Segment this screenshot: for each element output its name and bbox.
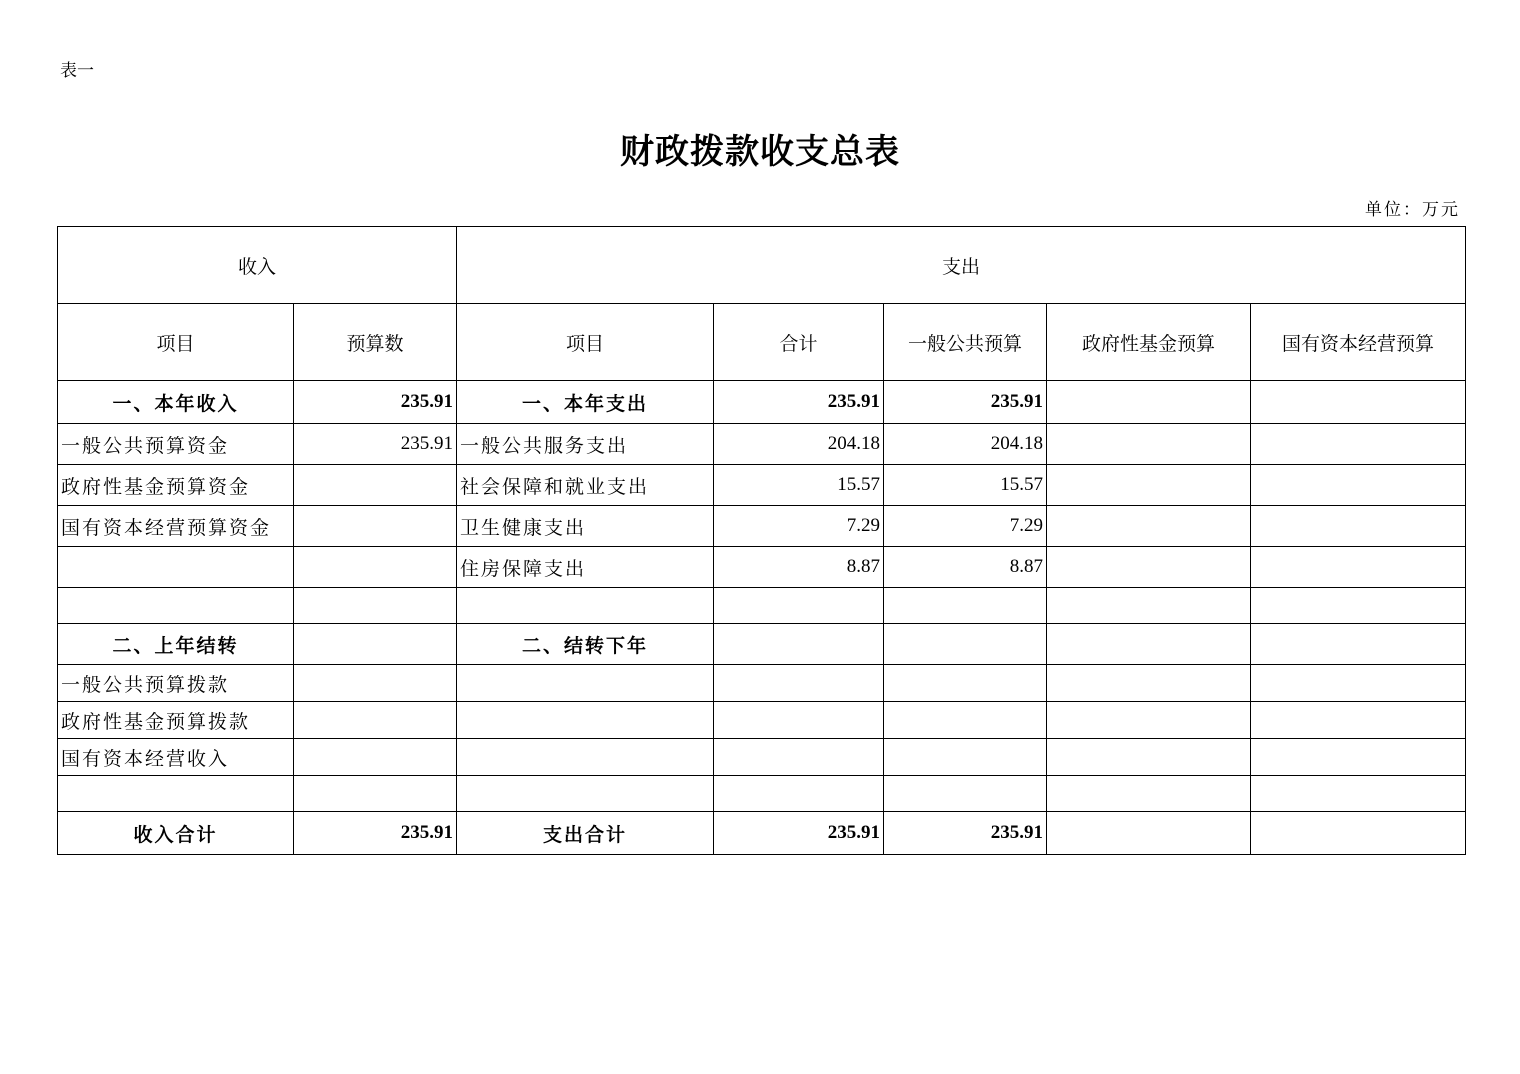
expense-total: 235.91	[714, 381, 884, 424]
expense-general	[884, 624, 1047, 665]
expense-total: 15.57	[714, 465, 884, 506]
income-item: 政府性基金预算资金	[58, 465, 294, 506]
expense-general	[884, 776, 1047, 812]
table-number: 表一	[60, 61, 94, 81]
expense-total	[714, 776, 884, 812]
expense-total: 8.87	[714, 547, 884, 588]
expense-total	[714, 739, 884, 776]
header-state-capital: 国有资本经营预算	[1251, 304, 1466, 381]
expense-total	[714, 665, 884, 702]
income-total-label: 收入合计	[58, 812, 294, 855]
table-row	[58, 739, 1466, 776]
income-value	[294, 588, 457, 624]
expense-capital	[1251, 424, 1466, 465]
expense-capital	[1251, 506, 1466, 547]
header-income-budget: 预算数	[294, 304, 457, 381]
expense-fund	[1047, 506, 1251, 547]
expense-fund	[1047, 739, 1251, 776]
expense-fund	[1047, 776, 1251, 812]
expense-capital	[1251, 776, 1466, 812]
expense-general: 8.87	[884, 547, 1047, 588]
income-value	[294, 776, 457, 812]
expense-general: 235.91	[884, 381, 1047, 424]
income-value	[294, 624, 457, 665]
expense-capital	[1251, 465, 1466, 506]
expense-item: 卫生健康支出	[457, 506, 714, 547]
header-row-columns	[58, 304, 1466, 381]
income-item: 国有资本经营收入	[58, 739, 294, 776]
expense-capital	[1251, 588, 1466, 624]
expense-general: 235.91	[884, 812, 1047, 855]
table-row	[58, 424, 1466, 465]
income-value: 235.91	[294, 424, 457, 465]
expense-fund	[1047, 702, 1251, 739]
expense-fund	[1047, 665, 1251, 702]
table-row	[58, 776, 1466, 812]
expense-fund	[1047, 547, 1251, 588]
expense-capital	[1251, 702, 1466, 739]
expense-capital	[1251, 624, 1466, 665]
unit-label: 单位：万元	[1365, 200, 1460, 220]
expense-general: 204.18	[884, 424, 1047, 465]
expense-fund	[1047, 812, 1251, 855]
income-total-value: 235.91	[294, 812, 457, 855]
expense-total-label: 支出合计	[457, 812, 714, 855]
table-row	[58, 702, 1466, 739]
expense-fund	[1047, 624, 1251, 665]
income-value	[294, 702, 457, 739]
expense-item: 住房保障支出	[457, 547, 714, 588]
expense-item	[457, 776, 714, 812]
expense-fund	[1047, 465, 1251, 506]
expense-capital	[1251, 812, 1466, 855]
expense-item: 一般公共服务支出	[457, 424, 714, 465]
income-value: 235.91	[294, 381, 457, 424]
expense-general	[884, 739, 1047, 776]
income-item: 政府性基金预算拨款	[58, 702, 294, 739]
income-item: 一般公共预算资金	[58, 424, 294, 465]
expense-general	[884, 665, 1047, 702]
expense-fund	[1047, 381, 1251, 424]
income-item	[58, 776, 294, 812]
income-item: 二、上年结转	[58, 624, 294, 665]
income-item: 一、本年收入	[58, 381, 294, 424]
document-title: 财政拨款收支总表	[620, 132, 900, 172]
expense-total: 235.91	[714, 812, 884, 855]
expense-fund	[1047, 424, 1251, 465]
expense-item: 二、结转下年	[457, 624, 714, 665]
expense-total	[714, 702, 884, 739]
budget-summary-table	[57, 226, 1466, 855]
income-item	[58, 588, 294, 624]
expense-item	[457, 702, 714, 739]
income-value	[294, 739, 457, 776]
table-row	[58, 665, 1466, 702]
expense-capital	[1251, 665, 1466, 702]
expense-general	[884, 588, 1047, 624]
header-gov-fund: 政府性基金预算	[1047, 304, 1251, 381]
table-row	[58, 588, 1466, 624]
header-expense: 支出	[457, 227, 1466, 304]
table-row-total	[58, 812, 1466, 855]
header-income: 收入	[58, 227, 457, 304]
income-item	[58, 547, 294, 588]
income-item: 国有资本经营预算资金	[58, 506, 294, 547]
expense-total: 7.29	[714, 506, 884, 547]
expense-item: 一、本年支出	[457, 381, 714, 424]
expense-total	[714, 588, 884, 624]
expense-total: 204.18	[714, 424, 884, 465]
expense-capital	[1251, 547, 1466, 588]
income-item: 一般公共预算拨款	[58, 665, 294, 702]
expense-general: 7.29	[884, 506, 1047, 547]
header-general-public: 一般公共预算	[884, 304, 1047, 381]
income-value	[294, 665, 457, 702]
expense-general: 15.57	[884, 465, 1047, 506]
income-value	[294, 465, 457, 506]
header-expense-item: 项目	[457, 304, 714, 381]
expense-item	[457, 665, 714, 702]
table-row	[58, 381, 1466, 424]
table-row	[58, 465, 1466, 506]
expense-item: 社会保障和就业支出	[457, 465, 714, 506]
expense-item	[457, 739, 714, 776]
income-value	[294, 547, 457, 588]
expense-item	[457, 588, 714, 624]
table-row	[58, 624, 1466, 665]
expense-capital	[1251, 739, 1466, 776]
table-row	[58, 547, 1466, 588]
expense-total	[714, 624, 884, 665]
header-income-item: 项目	[58, 304, 294, 381]
expense-fund	[1047, 588, 1251, 624]
expense-capital	[1251, 381, 1466, 424]
expense-general	[884, 702, 1047, 739]
header-row-group	[58, 227, 1466, 304]
income-value	[294, 506, 457, 547]
table-row	[58, 506, 1466, 547]
header-total: 合计	[714, 304, 884, 381]
